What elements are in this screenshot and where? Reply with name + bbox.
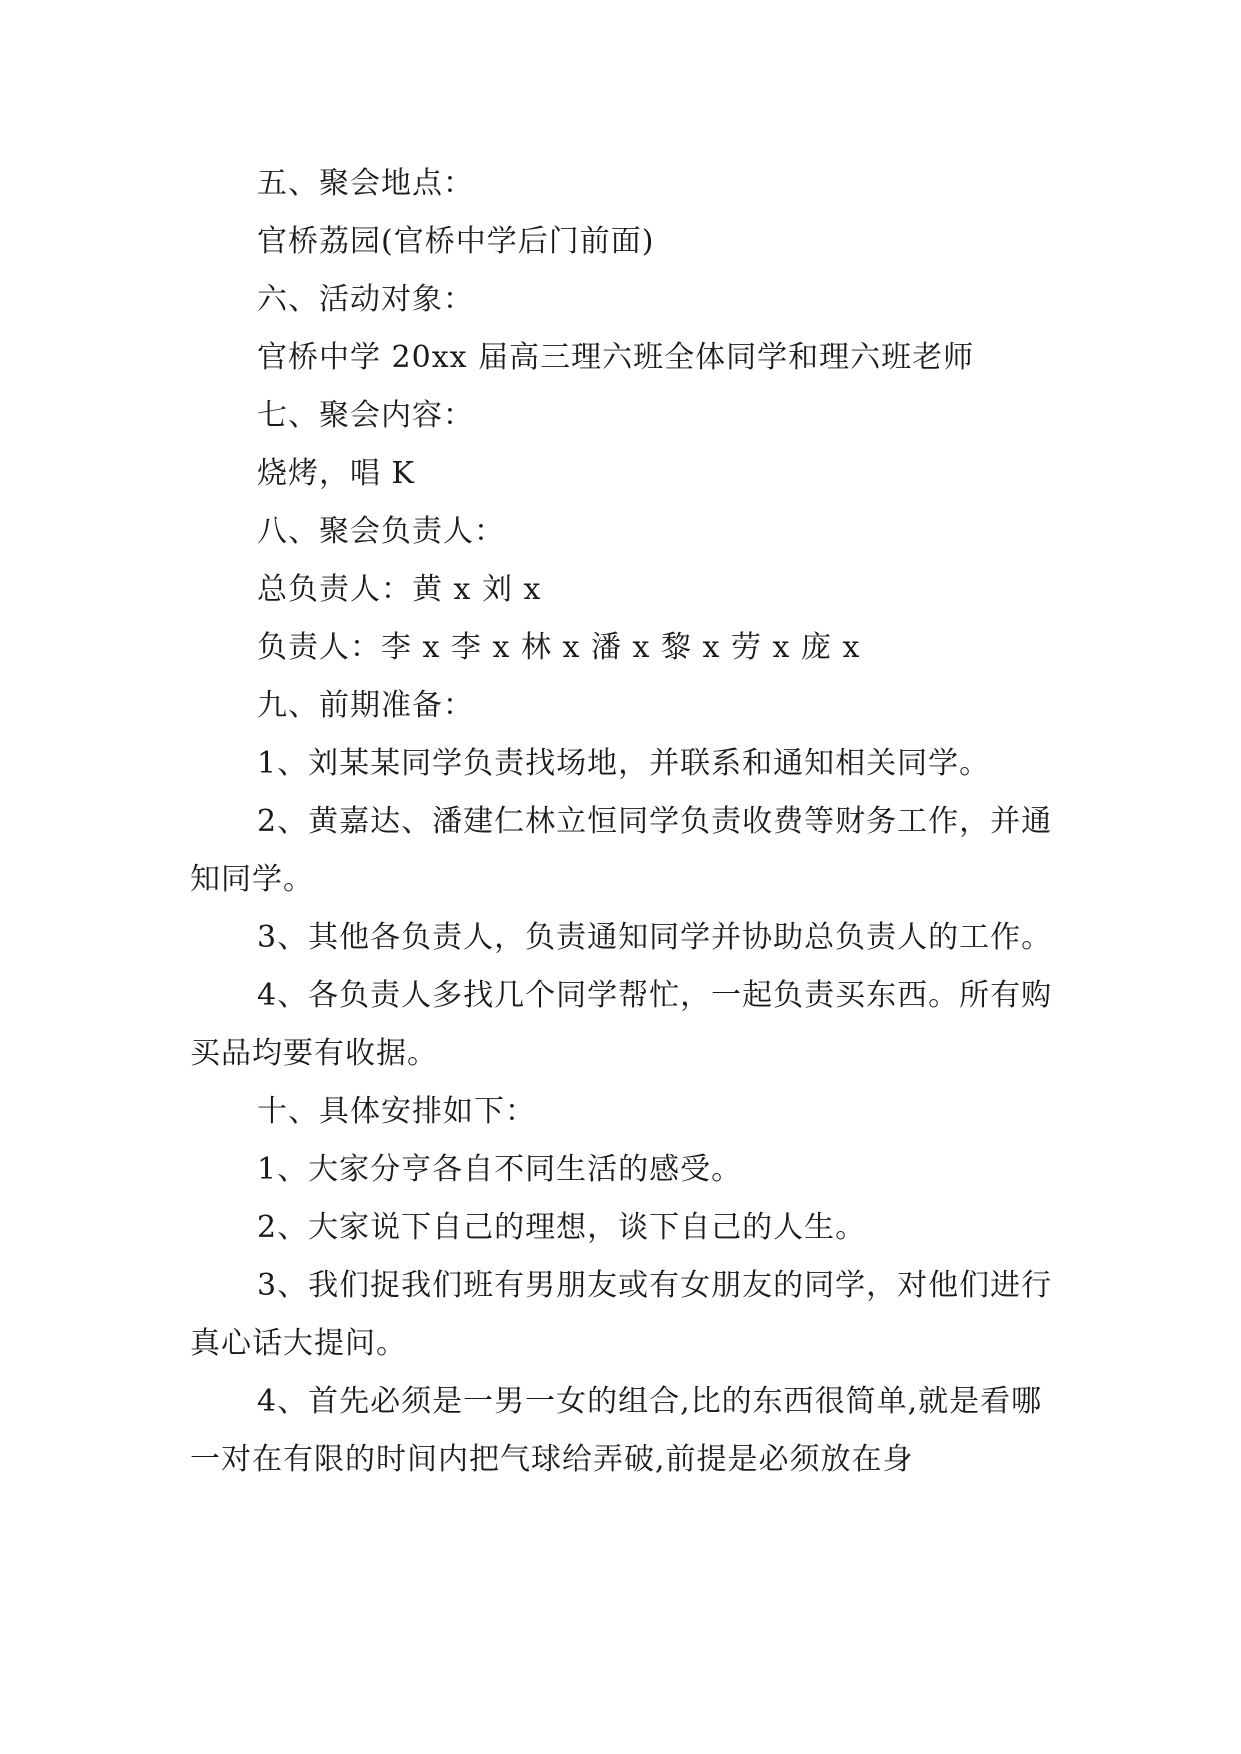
document-body (190, 155, 1055, 1489)
content-text: 烧烤，唱 K (257, 456, 415, 491)
heading-participants: 六、活动对象： (257, 282, 474, 317)
arrangement-item: 4、首先必须是一男一女的组合,比的东西很简单,就是看哪一对在有限的时间内把气球给弄破,前提是必须放在身 (190, 1384, 1043, 1477)
chief-organizers-text: 总负责人：黄 x 刘 x (257, 572, 542, 607)
heading-arrangement: 十、具体安排如下： (257, 1094, 536, 1129)
preparation-item: 2、黄嘉达、潘建仁林立恒同学负责收费等财务工作，并通知同学。 (190, 804, 1053, 897)
organizers-text: 负责人：李 x 李 x 林 x 潘 x 黎 x 劳 x 庞 x (257, 630, 861, 665)
heading-preparation: 九、前期准备： (257, 688, 474, 723)
preparation-item: 1、刘某某同学负责找场地，并联系和通知相关同学。 (257, 746, 991, 781)
arrangement-item: 3、我们捉我们班有男朋友或有女朋友的同学，对他们进行真心话大提问。 (190, 1268, 1053, 1361)
venue-text: 官桥荔园(官桥中学后门前面) (257, 224, 655, 259)
arrangement-item: 2、大家说下自己的理想，谈下自己的人生。 (257, 1210, 867, 1245)
heading-organizers: 八、聚会负责人： (257, 514, 505, 549)
participants-text: 官桥中学 20xx 届高三理六班全体同学和理六班老师 (257, 340, 975, 375)
heading-venue: 五、聚会地点： (257, 166, 474, 201)
preparation-item: 4、各负责人多找几个同学帮忙，一起负责买东西。所有购买品均要有收据。 (190, 978, 1053, 1071)
preparation-item: 3、其他各负责人，负责通知同学并协助总负责人的工作。 (257, 920, 1053, 955)
heading-content: 七、聚会内容： (257, 398, 474, 433)
arrangement-item: 1、大家分亨各自不同生活的感受。 (257, 1152, 743, 1187)
